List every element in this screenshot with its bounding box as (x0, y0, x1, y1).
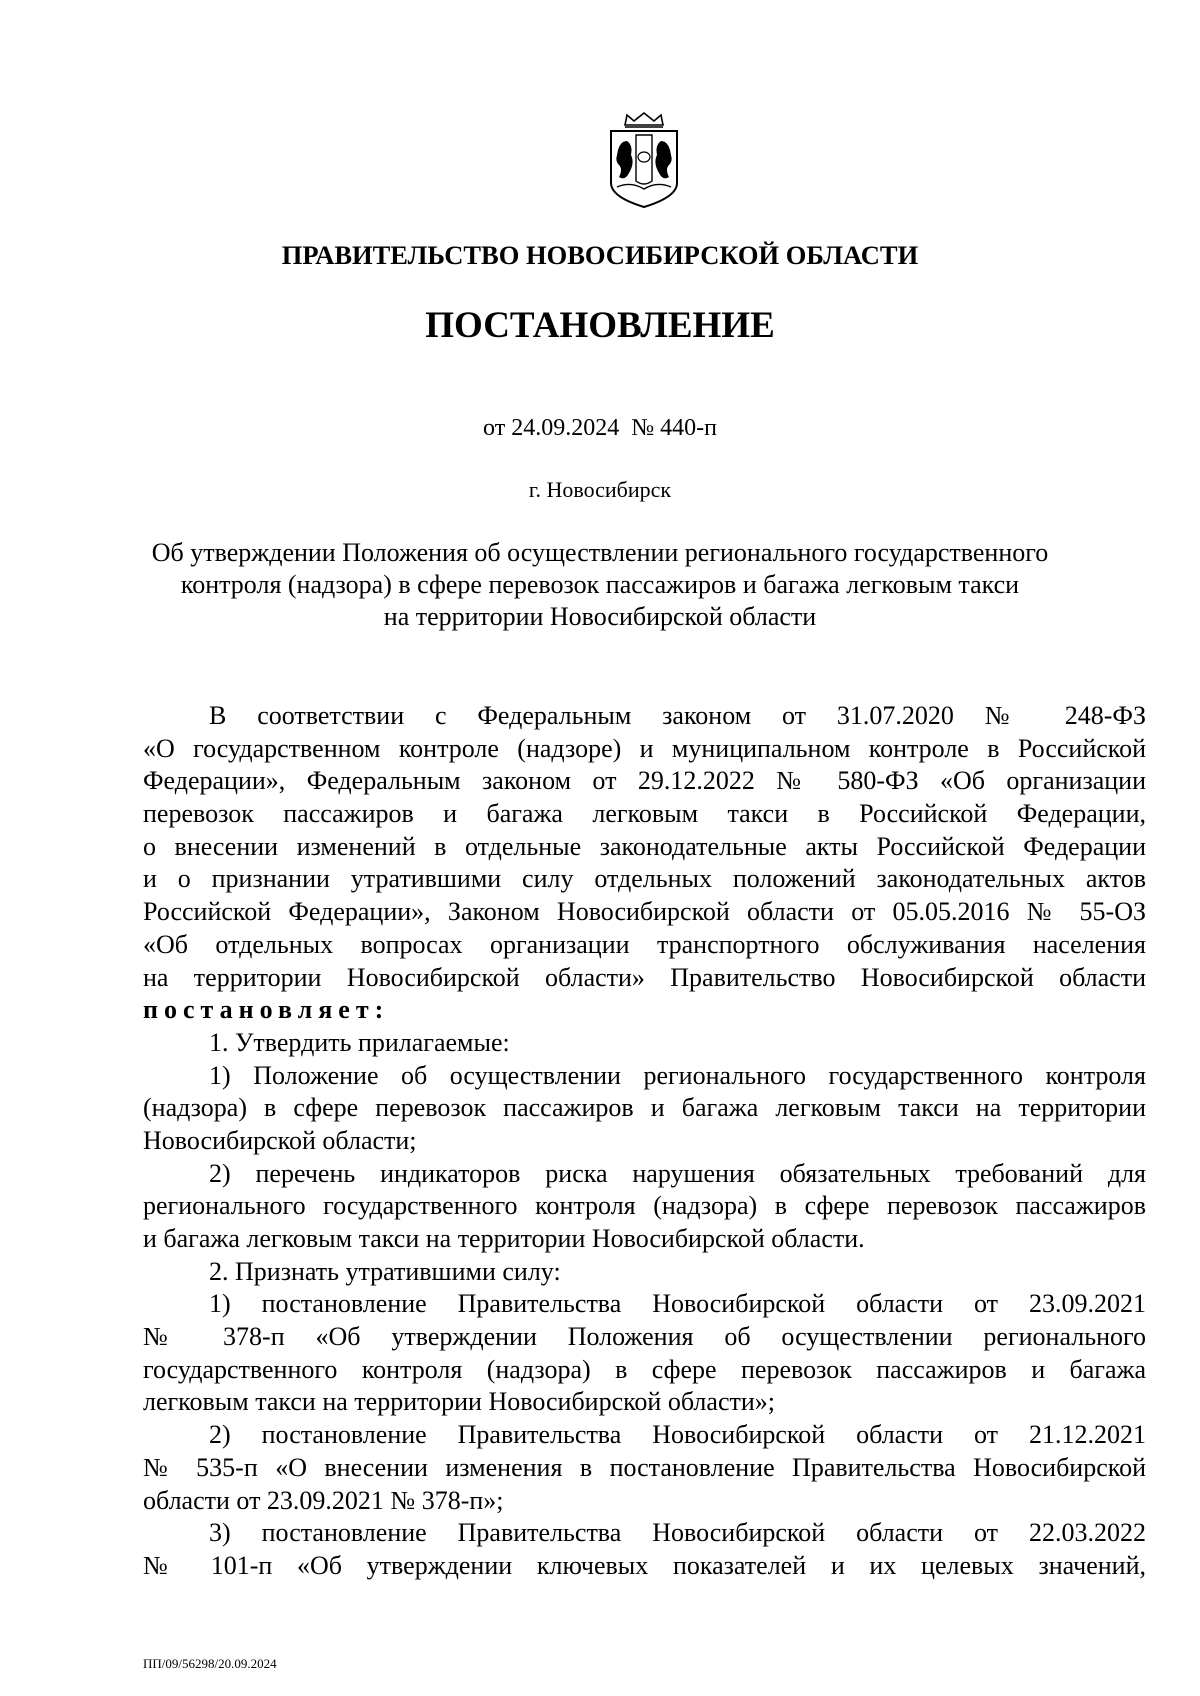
coat-of-arms-emblem (603, 111, 685, 211)
body-line: (надзора) в сфере перевозок пассажиров и багажа легковым такси на территории (143, 1093, 1146, 1123)
body-line: 2) постановление Правительства Новосибирской области от 21.12.2021 (209, 1420, 1146, 1450)
subject-line: контроля (надзора) в сфере перевозок пассажиров и багажа легковым такси (180, 570, 1020, 599)
body-line: перевозок пассажиров и багажа легковым такси в Российской Федерации, (143, 799, 1146, 829)
body-line: № 101-п «Об утверждении ключевых показателей и их целевых значений, (143, 1550, 1146, 1580)
body-line: «О государственном контроле (надзоре) и муниципальном контроле в Российской (143, 733, 1146, 763)
document-body (143, 700, 1146, 1583)
body-line: регионального государственного контроля (надзора) в сфере перевозок пассажиров (143, 1191, 1146, 1221)
document-subject (130, 537, 1070, 633)
body-line: и о признании утратившими силу отдельных положений законодательных актов (143, 864, 1146, 894)
body-line: «Об отдельных вопросах организации транспортного обслуживания населения (143, 929, 1146, 959)
body-line: и багажа легковым такси на территории Новосибирской области. (143, 1224, 865, 1253)
city-line: г. Новосибирск (528, 477, 672, 502)
body-line: области от 23.09.2021 № 378-п»; (143, 1485, 504, 1515)
body-line: о внесении изменений в отдельные законодательные акты Российской Федерации (143, 831, 1146, 861)
body-line: на территории Новосибирской области» Правительство Новосибирской области (143, 962, 1146, 992)
body-line: Новосибирской области; (143, 1125, 417, 1155)
body-line: 2) перечень индикаторов риска нарушения обязательных требований для (209, 1158, 1146, 1188)
body-line: 1. Утвердить прилагаемые: (209, 1027, 510, 1057)
organization-title: ПРАВИТЕЛЬСТВО НОВОСИБИРСКОЙ ОБЛАСТИ (281, 240, 919, 270)
document-footer-code: ПП/09/56298/20.09.2024 (143, 1656, 277, 1671)
document-type-heading: ПОСТАНОВЛЕНИЕ (425, 305, 775, 346)
date-and-number: от 24.09.2024 № 440-п (483, 415, 717, 441)
body-line: 2. Признать утратившими силу: (209, 1256, 561, 1286)
body-line: Российской Федерации», Законом Новосибирской области от 05.05.2016 № 55-ОЗ (143, 897, 1146, 927)
body-line: государственного контроля (надзора) в сфере перевозок пассажиров и багажа (143, 1354, 1146, 1384)
body-line: легковым такси на территории Новосибирской области»; (143, 1387, 775, 1417)
body-line: 1) постановление Правительства Новосибирской области от 23.09.2021 (209, 1289, 1146, 1319)
body-line: 3) постановление Правительства Новосибирской области от 22.03.2022 (209, 1518, 1146, 1548)
body-line: № 535-п «О внесении изменения в постановление Правительства Новосибирской (143, 1452, 1146, 1482)
subject-line: на территории Новосибирской области (383, 602, 817, 631)
body-line: 1) Положение об осуществлении регионального государственного контроля (209, 1060, 1146, 1090)
body-line: В соответствии с Федеральным законом от 31.07.2020 № 248-ФЗ (209, 701, 1146, 730)
body-line: Федерации», Федеральным законом от 29.12.2022 № 580-ФЗ «Об организации (143, 766, 1146, 796)
subject-line: Об утверждении Положения об осуществлении регионального государственного (151, 538, 1049, 567)
resolves-keyword: постановляет: (143, 995, 390, 1025)
body-line: № 378-п «Об утверждении Положения об осуществлении регионального (143, 1322, 1146, 1352)
